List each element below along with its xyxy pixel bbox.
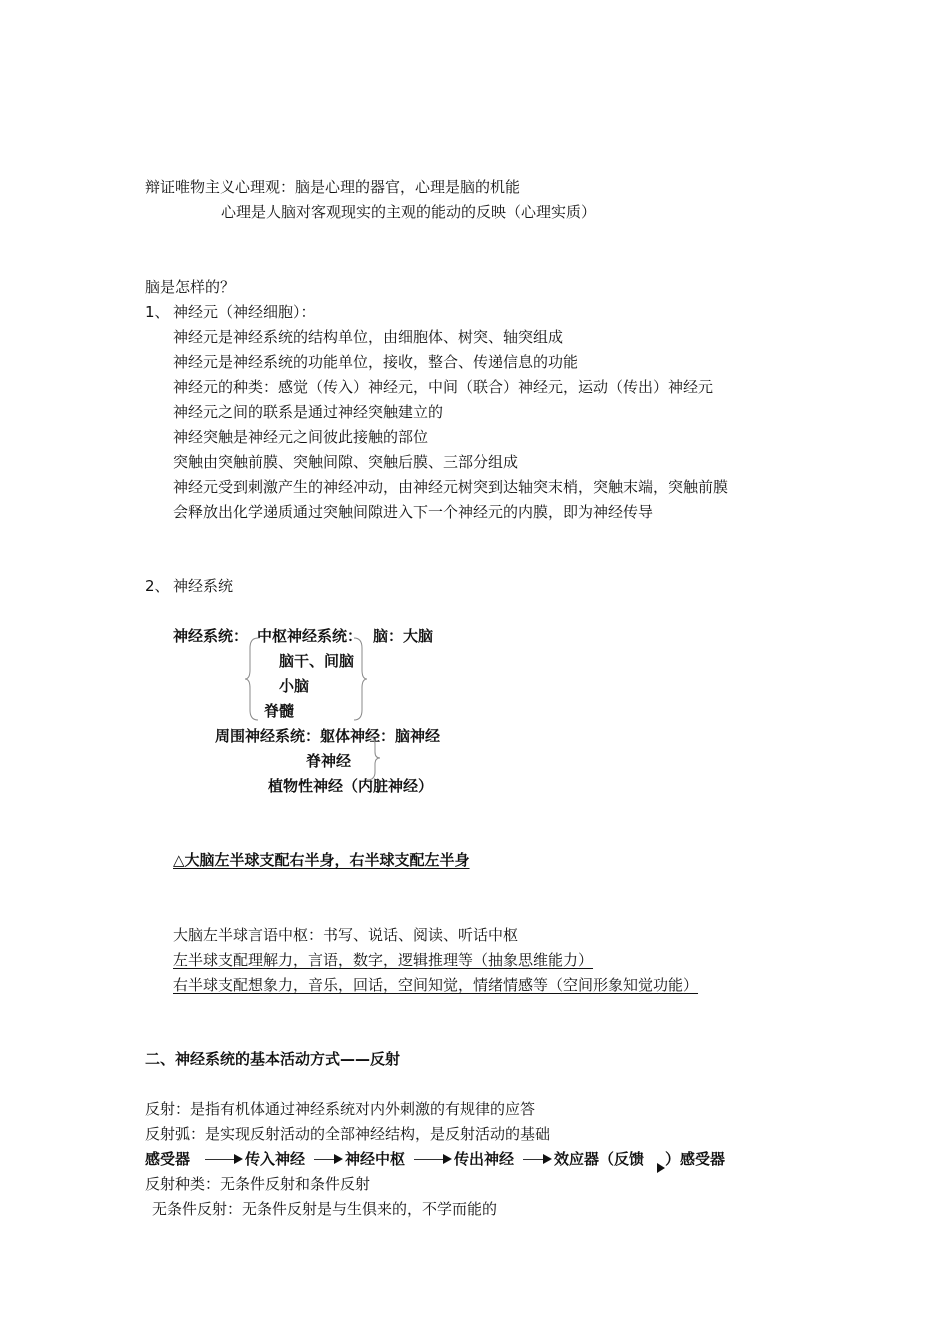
- brain-question: 脑是怎样的？: [145, 278, 236, 296]
- chain-afferent: 传入神经: [245, 1150, 306, 1168]
- tree-brain: 脑：大脑: [373, 627, 434, 645]
- intro-line-1: 辩证唯物主义心理观：脑是心理的器官，心理是脑的机能: [145, 178, 521, 196]
- neuron-item-5: 神经突触是神经元之间彼此接触的部位: [173, 428, 429, 446]
- language-center: 大脑左半球言语中枢：书写、说话、阅读、听话中枢: [173, 926, 519, 944]
- neuron-item-2: 神经元是神经系统的功能单位，接收，整合、传递信息的功能: [173, 353, 579, 371]
- chain-center: 神经中枢: [345, 1150, 406, 1168]
- chain-receptor-feedback: ）感受器: [665, 1150, 726, 1168]
- reflex-definition: 反射：是指有机体通过神经系统对内外刺激的有规律的应答: [145, 1100, 536, 1118]
- section-2-number: 2、: [145, 577, 170, 595]
- neuron-item-8: 会释放出化学递质通过突触间隙进入下一个神经元的内膜，即为神经传导: [173, 503, 654, 521]
- tree-cns: 中枢神经系统：: [257, 627, 363, 645]
- tree-spinal-cord: 脊髓: [264, 702, 295, 720]
- tree-root: 神经系统：: [173, 627, 249, 645]
- left-hemisphere: 左半球支配理解力，言语，数字，逻辑推理等（抽象思维能力）: [173, 951, 594, 969]
- neuron-item-7: 神经元受到刺激产生的神经冲动，由神经元树突到达轴突末梢，突触末端，突触前膜: [173, 478, 729, 496]
- tree-brainstem: 脑干、间脑: [279, 652, 355, 670]
- right-hemisphere: 右半球支配想象力，音乐，回话，空间知觉，情绪情感等（空间形象知觉功能）: [173, 976, 699, 994]
- chain-arrow-1: [205, 1159, 241, 1160]
- chain-receptor: 感受器: [145, 1150, 191, 1168]
- unconditioned-reflex: 无条件反射：无条件反射是与生俱来的，不学而能的: [152, 1200, 498, 1218]
- tree-spinal-nerve: 脊神经: [306, 752, 352, 770]
- tree-cerebellum: 小脑: [279, 677, 310, 695]
- right-brace-cns: [352, 636, 368, 722]
- chain-arrow-2: [314, 1159, 341, 1160]
- neuron-item-4: 神经元之间的联系是通过神经突触建立的: [173, 403, 444, 421]
- tree-pns: 周围神经系统：躯体神经：脑神经: [215, 727, 441, 745]
- section-1-title: 神经元（神经细胞）：: [173, 303, 316, 321]
- section-2-title: 神经系统: [173, 577, 234, 595]
- tree-autonomic: 植物性神经（内脏神经）: [268, 777, 434, 795]
- chain-effector: 效应器（反馈: [554, 1150, 645, 1168]
- chain-arrow-4: [523, 1159, 550, 1160]
- left-brace: [244, 636, 260, 722]
- reflex-types: 反射种类：无条件反射和条件反射: [145, 1175, 371, 1193]
- part-2-heading: 二、神经系统的基本活动方式——反射: [145, 1050, 401, 1068]
- neuron-item-3: 神经元的种类：感觉（传入）神经元，中间（联合）神经元，运动（传出）神经元: [173, 378, 714, 396]
- hemisphere-note: △大脑左半球支配右半身，右半球支配左半身: [173, 851, 470, 869]
- chain-efferent: 传出神经: [454, 1150, 515, 1168]
- reflex-arc-definition: 反射弧：是实现反射活动的全部神经结构，是反射活动的基础: [145, 1125, 551, 1143]
- chain-arrow-3: [414, 1159, 450, 1160]
- intro-line-2: 心理是人脑对客观现实的主观的能动的反映（心理实质）: [221, 203, 597, 221]
- right-brace-pns: [365, 734, 381, 782]
- neuron-item-1: 神经元是神经系统的结构单位，由细胞体、树突、轴突组成: [173, 328, 564, 346]
- section-1-number: 1、: [145, 303, 170, 321]
- neuron-item-6: 突触由突触前膜、突触间隙、突触后膜、三部分组成: [173, 453, 519, 471]
